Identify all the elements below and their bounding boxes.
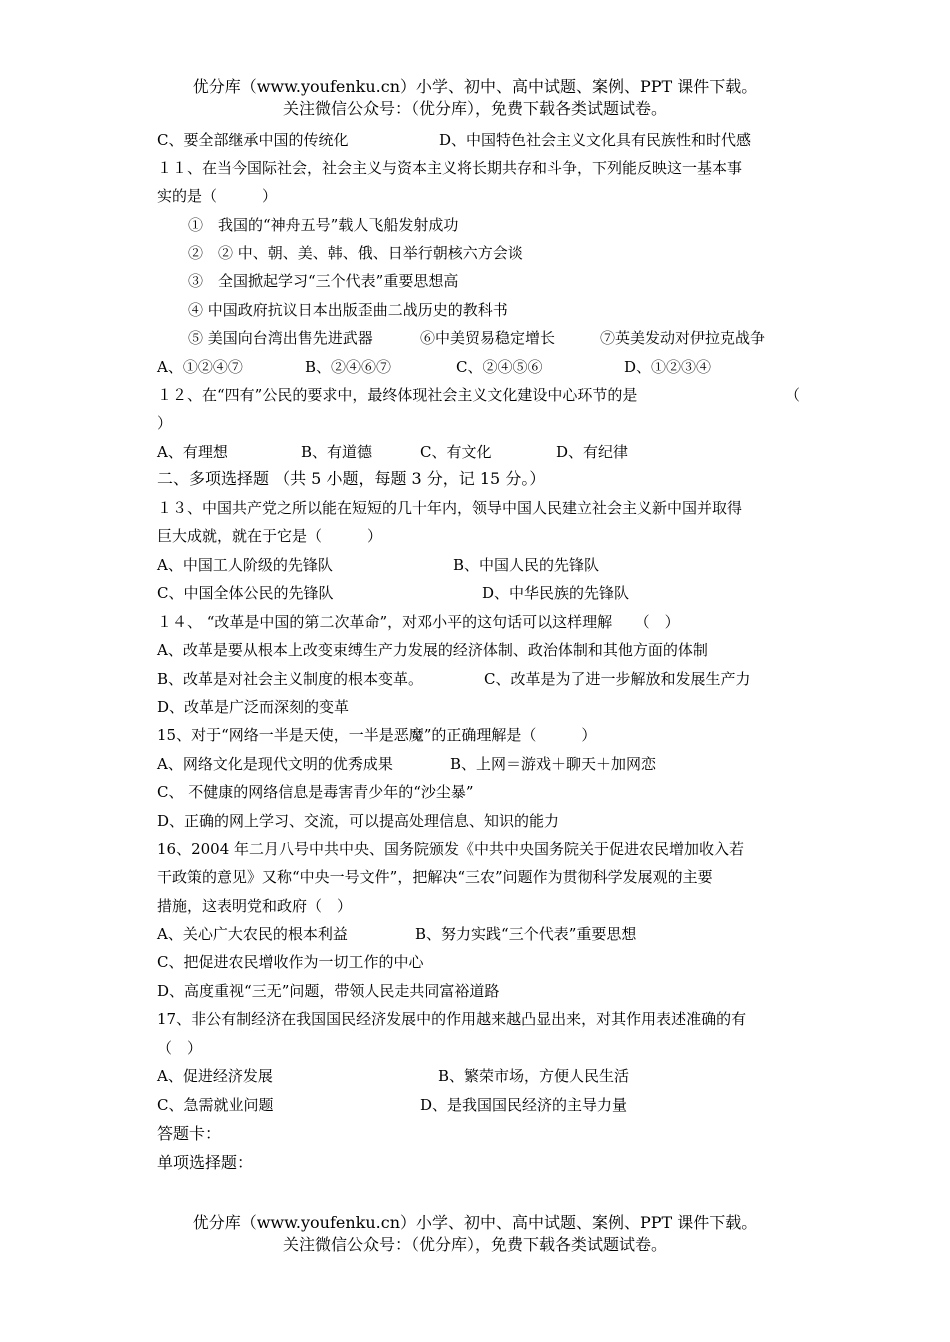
q14-stem: １４、 “改革是中国的第二次革命”，对邓小平的这句话可以这样理解 （ ） — [157, 613, 680, 631]
answer-card-title: 答题卡： — [157, 1124, 222, 1143]
q17-option-a: A、促进经济发展 — [157, 1067, 273, 1085]
q12-option-d: D、有纪律 — [556, 443, 629, 461]
q11-stem-line-1: １１、在当今国际社会，社会主义与资本主义将长期共存和斗争，下列能反映这一基本事 — [157, 159, 743, 177]
q11-item-3: ③ 全国掀起学习“三个代表”重要思想高 — [188, 272, 459, 290]
q12-stem-text: １２、在“四有”公民的要求中，最终体现社会主义文化建设中心环节的是 — [157, 386, 638, 404]
q12-option-a: A、有理想 — [157, 443, 228, 461]
q11-option-d: D、①②③④ — [624, 358, 712, 376]
answer-card-subtitle: 单项选择题： — [157, 1153, 254, 1172]
q12-stem-line-1 — [157, 385, 801, 405]
q17-option-c: C、急需就业问题 — [157, 1096, 274, 1114]
q13-stem-line-1: １３、中国共产党之所以能在短短的几十年内，领导中国人民建立社会主义新中国并取得 — [157, 499, 743, 517]
q16-option-c: C、把促进农民增收作为一切工作的中心 — [157, 953, 424, 971]
q17-stem-line-1: 17、非公有制经济在我国国民经济发展中的作用越来越凸显出来，对其作用表述准确的有 — [157, 1010, 747, 1028]
q16-stem-line-3: 措施，这表明党和政府（ ） — [157, 897, 353, 915]
q16-option-a: A、关心广大农民的根本利益 — [157, 925, 348, 943]
q11-item-4: ④ 中国政府抗议日本出版歪曲二战历史的教科书 — [188, 301, 508, 319]
q17-option-d: D、是我国国民经济的主导力量 — [420, 1096, 628, 1114]
q17-option-b: B、繁荣市场，方便人民生活 — [438, 1067, 630, 1085]
q10-option-c: C、要全部继承中国的传统化 — [157, 131, 349, 149]
footer-line-2: 关注微信公众号：（优分库），免费下载各类试题试卷。 — [282, 1235, 667, 1254]
q13-option-d: D、中华民族的先锋队 — [482, 584, 630, 602]
q14-option-d: D、改革是广泛而深刻的变革 — [157, 698, 350, 716]
header-line-1: 优分库（www.youfenku.cn）小学、初中、高中试题、案例、PPT 课件下载。 — [192, 77, 758, 96]
q16-stem-line-2: 干政策的意见》又称“中央一号文件”，把解决“三农”问题作为贯彻科学发展观的主要 — [157, 868, 713, 886]
q13-option-b: B、中国人民的先锋队 — [453, 556, 600, 574]
q12-option-b: B、有道德 — [301, 443, 373, 461]
section-2-title: 二、多项选择题 （共 5 小题，每题 3 分，记 15 分。） — [157, 469, 546, 488]
q11-item-6: ⑥中美贸易稳定增长 — [420, 329, 556, 347]
q11-item-5: ⑤ 美国向台湾出售先进武器 — [188, 329, 373, 347]
q12-paren-close: ） — [157, 414, 173, 432]
q16-option-d: D、高度重视“三无”问题，带领人民走共同富裕道路 — [157, 982, 500, 1000]
q13-option-c: C、中国全体公民的先锋队 — [157, 584, 334, 602]
q11-option-c: C、②④⑤⑥ — [456, 358, 543, 376]
footer-line-1: 优分库（www.youfenku.cn）小学、初中、高中试题、案例、PPT 课件下载。 — [192, 1213, 758, 1232]
q15-stem: 15、对于“网络一半是天使，一半是恶魔”的正确理解是（ ） — [157, 726, 597, 744]
q11-option-b: B、②④⑥⑦ — [305, 358, 392, 376]
q15-option-c: C、 不健康的网络信息是毒害青少年的“沙尘暴” — [157, 783, 474, 801]
q13-stem-line-2: 巨大成就，就在于它是（ ） — [157, 527, 383, 545]
q11-stem-line-2: 实的是（ ） — [157, 187, 278, 205]
q14-option-b: B、改革是对社会主义制度的根本变革。 — [157, 670, 424, 688]
q14-option-a: A、改革是要从根本上改变束缚生产力发展的经济体制、政治体制和其他方面的体制 — [157, 641, 708, 659]
q16-option-b: B、努力实践“三个代表”重要思想 — [415, 925, 637, 943]
q14-option-c: C、改革是为了进一步解放和发展生产力 — [484, 670, 751, 688]
q12-paren-open: （ — [785, 386, 801, 404]
q13-option-a: A、中国工人阶级的先锋队 — [157, 556, 333, 574]
q11-option-a: A、①②④⑦ — [157, 358, 243, 376]
q15-option-a: A、网络文化是现代文明的优秀成果 — [157, 755, 393, 773]
q15-option-d: D、正确的网上学习、交流，可以提高处理信息、知识的能力 — [157, 812, 560, 830]
q16-stem-line-1: 16、2004 年二月八号中共中央、国务院颁发《中共中央国务院关于促进农民增加收入若 — [157, 840, 745, 858]
q11-item-2: ② ② 中、朝、美、韩、俄、日举行朝核六方会谈 — [188, 244, 523, 262]
header-line-2: 关注微信公众号：（优分库），免费下载各类试题试卷。 — [282, 99, 667, 118]
q15-option-b: B、上网＝游戏＋聊天＋加网恋 — [450, 755, 657, 773]
q10-option-d: D、中国特色社会主义文化具有民族性和时代感 — [439, 131, 752, 149]
q11-item-7: ⑦英美发动对伊拉克战争 — [600, 329, 766, 347]
q17-stem-line-2: （ ） — [157, 1039, 203, 1057]
q12-option-c: C、有文化 — [420, 443, 492, 461]
q11-item-1: ① 我国的“神舟五号”载人飞船发射成功 — [188, 216, 459, 234]
